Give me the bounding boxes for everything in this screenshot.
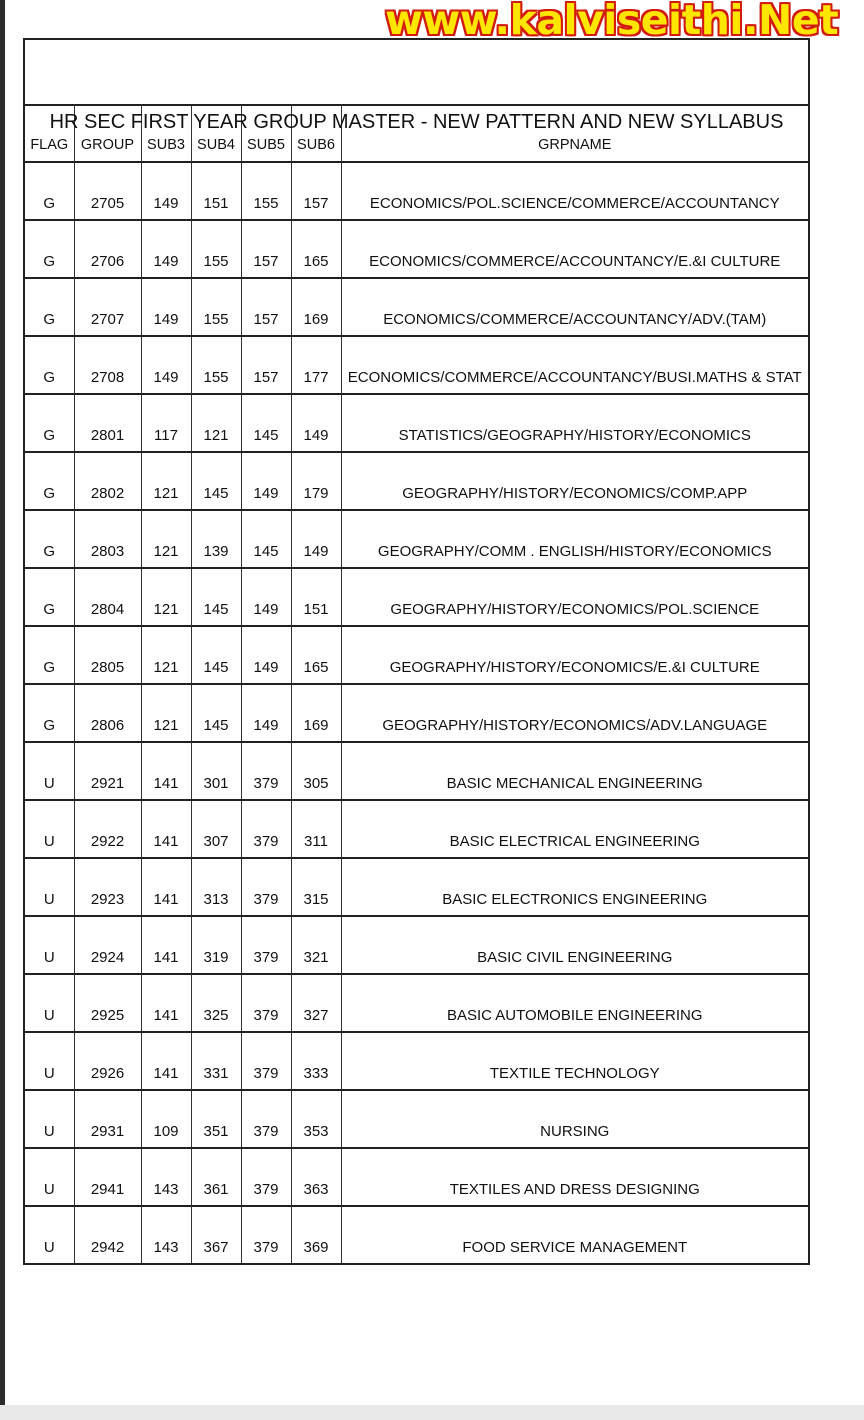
- table-row: [25, 1148, 808, 1206]
- header-group: GROUP: [74, 106, 141, 162]
- cell-sub4: 361: [191, 1148, 241, 1206]
- header-sub4: SUB4: [191, 106, 241, 162]
- cell-sub3: 143: [141, 1148, 191, 1206]
- cell-sub4: 319: [191, 916, 241, 974]
- cell-sub5: 379: [241, 742, 291, 800]
- cell-sub3: 141: [141, 800, 191, 858]
- table-row: [25, 510, 808, 568]
- cell-sub3: 141: [141, 916, 191, 974]
- cell-flag: U: [25, 1206, 74, 1263]
- cell-flag: U: [25, 1148, 74, 1206]
- cell-sub4: 331: [191, 1032, 241, 1090]
- header-sub3: SUB3: [141, 106, 191, 162]
- cell-sub3: 149: [141, 220, 191, 278]
- cell-sub4: 145: [191, 684, 241, 742]
- cell-sub4: 139: [191, 510, 241, 568]
- cell-sub5: 149: [241, 568, 291, 626]
- cell-sub3: 117: [141, 394, 191, 452]
- cell-sub5: 157: [241, 220, 291, 278]
- cell-grpname: FOOD SERVICE MANAGEMENT: [462, 1239, 688, 1256]
- cell-sub5: 379: [241, 974, 291, 1032]
- cell-flag: G: [25, 568, 74, 626]
- cell-sub5: 149: [241, 684, 291, 742]
- cell-sub4: 155: [191, 220, 241, 278]
- cell-group: 2924: [74, 916, 141, 974]
- cell-group: 2806: [74, 684, 141, 742]
- table-row: [25, 394, 808, 452]
- cell-group: 2803: [74, 510, 141, 568]
- cell-group: 2923: [74, 858, 141, 916]
- cell-group: 2801: [74, 394, 141, 452]
- table-row: [25, 568, 808, 626]
- table-row: [25, 742, 808, 800]
- cell-flag: G: [25, 220, 74, 278]
- table-row: [25, 800, 808, 858]
- cell-flag: G: [25, 626, 74, 684]
- cell-sub5: 379: [241, 800, 291, 858]
- cell-sub3: 121: [141, 452, 191, 510]
- table-row: [25, 1090, 808, 1148]
- cell-flag: G: [25, 278, 74, 336]
- table-row: [25, 916, 808, 974]
- cell-sub3: 149: [141, 336, 191, 394]
- cell-sub6: 179: [291, 452, 341, 510]
- cell-sub5: 157: [241, 278, 291, 336]
- cell-grpname: NURSING: [341, 1090, 808, 1148]
- cell-sub3: 141: [141, 1032, 191, 1090]
- cell-sub3: 149: [141, 162, 191, 220]
- cell-grpname: GEOGRAPHY/HISTORY/ECONOMICS/COMP.APP: [341, 452, 808, 510]
- cell-flag: G: [25, 510, 74, 568]
- cell-sub5: 145: [241, 510, 291, 568]
- cell-sub6: 169: [291, 278, 341, 336]
- cell-sub6: 363: [291, 1148, 341, 1206]
- cell-sub3: 121: [141, 568, 191, 626]
- table-row: [25, 1032, 808, 1090]
- cell-sub6: 149: [291, 510, 341, 568]
- cell-sub5: 379: [241, 916, 291, 974]
- cell-sub3: 109: [141, 1090, 191, 1148]
- cell-sub6: 165: [291, 220, 341, 278]
- cell-grpname: ECONOMICS/POL.SCIENCE/COMMERCE/ACCOUNTANCY: [341, 162, 808, 220]
- cell-sub5: 379: [241, 1090, 291, 1148]
- table-row: [25, 974, 808, 1032]
- cell-sub4: 155: [191, 278, 241, 336]
- cell-sub6: 169: [291, 684, 341, 742]
- table-row: [25, 626, 808, 684]
- cell-sub6: 333: [291, 1032, 341, 1090]
- cell-sub5: 145: [241, 394, 291, 452]
- cell-flag: U: [25, 1032, 74, 1090]
- table-row: [25, 1206, 808, 1263]
- cell-grpname: BASIC AUTOMOBILE ENGINEERING: [341, 974, 808, 1032]
- cell-flag: U: [25, 858, 74, 916]
- watermark-logo: www.kalviseithi.Net: [385, 0, 839, 44]
- cell-group: 2706: [74, 220, 141, 278]
- cell-sub5: 157: [241, 336, 291, 394]
- table-row: [25, 278, 808, 336]
- cell-group: 2925: [74, 974, 141, 1032]
- cell-sub6: 165: [291, 626, 341, 684]
- cell-flag: G: [25, 162, 74, 220]
- cell-flag: G: [25, 684, 74, 742]
- cell-sub3: 141: [141, 974, 191, 1032]
- cell-grpname: GEOGRAPHY/COMM . ENGLISH/HISTORY/ECONOMICS: [341, 510, 808, 568]
- cell-sub3: 141: [141, 742, 191, 800]
- cell-sub6: 305: [291, 742, 341, 800]
- cell-sub3: 121: [141, 510, 191, 568]
- header-sub5: SUB5: [241, 106, 291, 162]
- cell-sub4: 313: [191, 858, 241, 916]
- cell-group: 2942: [74, 1206, 141, 1263]
- cell-sub5: 379: [241, 1032, 291, 1090]
- cell-grpname: BASIC MECHANICAL ENGINEERING: [341, 742, 808, 800]
- page-title-text: HR SEC FIRST YEAR GROUP MASTER - NEW PATTERN AND NEW SYLLABUS: [49, 111, 784, 133]
- page-title: [25, 40, 808, 133]
- cell-grpname: STATISTICS/GEOGRAPHY/HISTORY/ECONOMICS: [341, 394, 808, 452]
- cell-sub4: 145: [191, 452, 241, 510]
- cell-sub5: 155: [241, 162, 291, 220]
- cell-grpname: ECONOMICS/COMMERCE/ACCOUNTANCY/BUSI.MATHS & STAT: [341, 336, 808, 394]
- cell-grpname: GEOGRAPHY/HISTORY/ECONOMICS/POL.SCIENCE: [341, 568, 808, 626]
- cell-grpname: GEOGRAPHY/HISTORY/ECONOMICS/ADV.LANGUAGE: [341, 684, 808, 742]
- cell-sub3: 149: [141, 278, 191, 336]
- cell-group: 2804: [74, 568, 141, 626]
- cell-sub6: 369: [291, 1206, 341, 1263]
- cell-grpname: GEOGRAPHY/HISTORY/ECONOMICS/E.&I CULTURE: [341, 626, 808, 684]
- cell-group: 2921: [74, 742, 141, 800]
- cell-grpname: TEXTILE TECHNOLOGY: [341, 1032, 808, 1090]
- cell-grpname: BASIC CIVIL ENGINEERING: [341, 916, 808, 974]
- cell-flag: U: [25, 1090, 74, 1148]
- cell-sub6: 151: [291, 568, 341, 626]
- cell-sub6: 327: [291, 974, 341, 1032]
- table-row: [25, 336, 808, 394]
- cell-sub6: 177: [291, 336, 341, 394]
- cell-flag: G: [25, 394, 74, 452]
- cell-flag: U: [25, 742, 74, 800]
- header-sub6: SUB6: [291, 106, 341, 162]
- cell-sub4: 155: [191, 336, 241, 394]
- table-row: [25, 452, 808, 510]
- cell-sub3: 141: [141, 858, 191, 916]
- cell-group: 2802: [74, 452, 141, 510]
- cell-sub3: 143: [141, 1206, 191, 1263]
- cell-sub4: 151: [191, 162, 241, 220]
- group-master-table: [25, 106, 808, 1263]
- header-flag: FLAG: [25, 106, 74, 162]
- cell-sub5: 379: [241, 1148, 291, 1206]
- cell-flag: U: [25, 916, 74, 974]
- cell-flag: U: [25, 800, 74, 858]
- left-edge-bar: [0, 0, 5, 1420]
- cell-sub4: 121: [191, 394, 241, 452]
- cell-sub5: 379: [241, 1206, 291, 1263]
- cell-group: 2931: [74, 1090, 141, 1148]
- group-master-document: [23, 38, 810, 1265]
- cell-sub6: 353: [291, 1090, 341, 1148]
- cell-sub4: 145: [191, 626, 241, 684]
- cell-sub6: 315: [291, 858, 341, 916]
- cell-sub5: 149: [241, 626, 291, 684]
- cell-group: 2708: [74, 336, 141, 394]
- cell-group: 2941: [74, 1148, 141, 1206]
- cell-sub6: 321: [291, 916, 341, 974]
- cell-flag: U: [25, 974, 74, 1032]
- cell-group: 2926: [74, 1032, 141, 1090]
- cell-sub6: 311: [291, 800, 341, 858]
- table-row: [25, 220, 808, 278]
- cell-group: 2922: [74, 800, 141, 858]
- table-row: [25, 162, 808, 220]
- cell-sub4: 301: [191, 742, 241, 800]
- cell-group: 2705: [74, 162, 141, 220]
- cell-flag: G: [25, 336, 74, 394]
- header-grpname: GRPNAME: [341, 106, 808, 162]
- cell-grpname: ECONOMICS/COMMERCE/ACCOUNTANCY/E.&I CULTURE: [341, 220, 808, 278]
- table-row: [25, 858, 808, 916]
- cell-sub3: 121: [141, 626, 191, 684]
- cell-group: 2707: [74, 278, 141, 336]
- cell-sub5: 379: [241, 858, 291, 916]
- cell-grpname: TEXTILES AND DRESS DESIGNING: [341, 1148, 808, 1206]
- cell-sub6: 157: [291, 162, 341, 220]
- cell-sub4: 325: [191, 974, 241, 1032]
- bottom-strip: [0, 1405, 864, 1420]
- table-row: [25, 684, 808, 742]
- cell-sub4: 367: [191, 1206, 241, 1263]
- cell-grpname: BASIC ELECTRONICS ENGINEERING: [341, 858, 808, 916]
- cell-grpname: BASIC ELECTRICAL ENGINEERING: [341, 800, 808, 858]
- cell-sub6: 149: [291, 394, 341, 452]
- cell-sub4: 307: [191, 800, 241, 858]
- cell-group: 2805: [74, 626, 141, 684]
- cell-sub4: 351: [191, 1090, 241, 1148]
- cell-sub3: 121: [141, 684, 191, 742]
- cell-sub4: 145: [191, 568, 241, 626]
- cell-sub5: 149: [241, 452, 291, 510]
- cell-grpname: ECONOMICS/COMMERCE/ACCOUNTANCY/ADV.(TAM): [341, 278, 808, 336]
- cell-flag: G: [25, 452, 74, 510]
